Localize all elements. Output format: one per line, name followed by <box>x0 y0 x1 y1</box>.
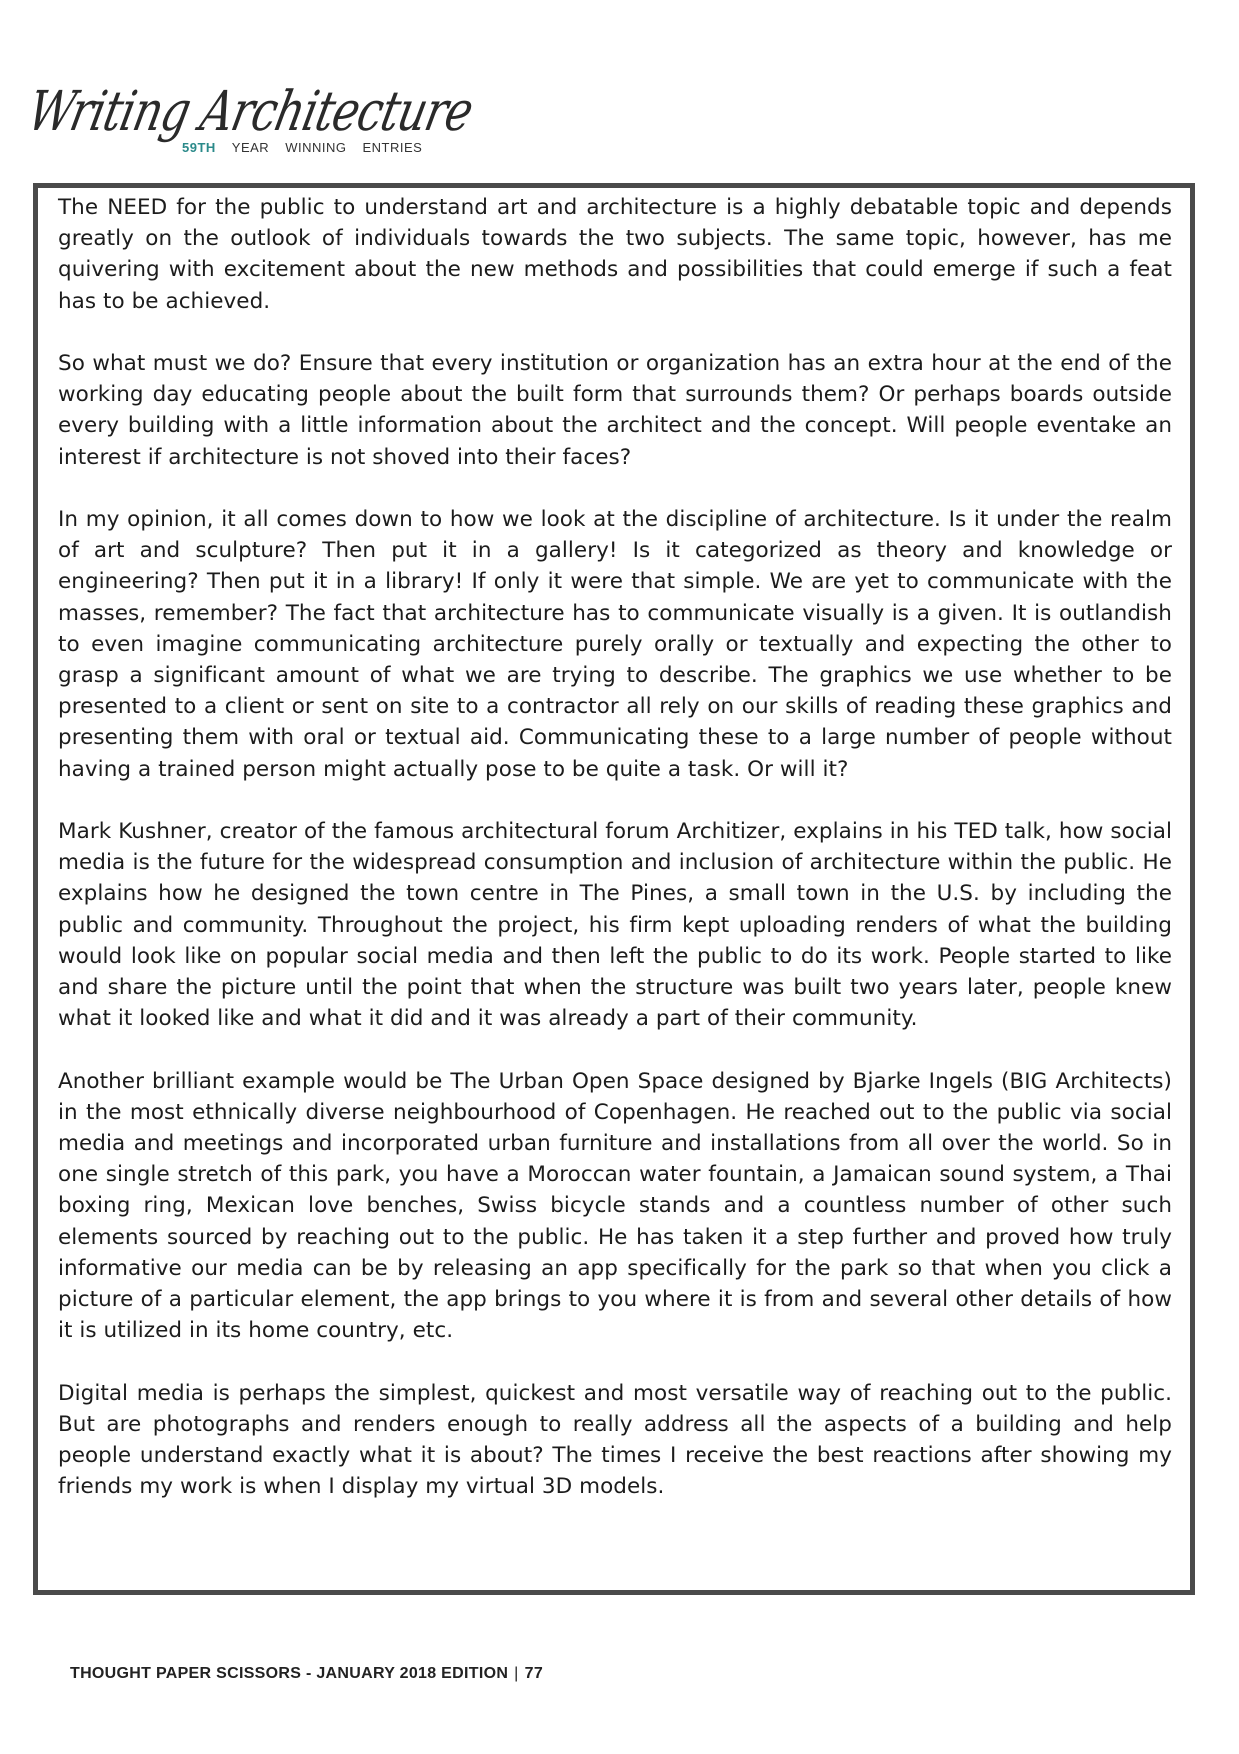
footer-separator: | <box>514 1665 519 1682</box>
winning-word: WINNING <box>285 140 347 155</box>
footer-publication: THOUGHT PAPER SCISSORS - JANUARY 2018 EDITION <box>70 1665 509 1682</box>
year-number: 59TH <box>182 140 216 155</box>
logo-script-title: Writing Architecture <box>22 80 478 144</box>
article-paragraph-6: Digital media is perhaps the simplest, quickest and most versatile way of reaching out to the public. But are photographs and renders enough to really address all the aspects of a building and help people understand exactly what it is about? The times I receive the best reactions after showing my friends my work is when I display my virtual 3D models. <box>58 1380 1172 1500</box>
article-paragraph-1: The NEED for the public to understand art and architecture is a highly debatable topic and depends greatly on the outlook of individuals towards the two subjects. The same topic, however, has me quivering with excitement about the new methods and possibilities that could emerge if such a feat has to be achieved. <box>58 195 1172 314</box>
article-paragraph-4: Mark Kushner, creator of the famous architectural forum Architizer, explains in his TED talk, how social media is the future for the widespread consumption and inclusion of architecture within the public. He explains how he designed the town centre in The Pines, a small town in the U.S. by including the public and community. Throughout the project, his firm kept uploading renders of what the building would look like on popular social media and then left the public to do its work. People started to like and share the picture until the point that when the structure was built two years later, people knew what it looked like and what it did and it was already a part of their community. <box>58 819 1172 1032</box>
page-number: 77 <box>524 1665 544 1682</box>
logo-subtitle <box>182 140 422 155</box>
article-paragraph-2: So what must we do? Ensure that every institution or organization has an extra hour at the end of the working day educating people about the built form that surrounds them? Or perhaps boards outside every building with a little information about the architect and the concept. Will people eventake an interest if architecture is not shoved into their faces? <box>58 351 1172 470</box>
entries-word: ENTRIES <box>362 140 423 155</box>
page-footer <box>70 1665 543 1683</box>
publication-logo <box>22 78 478 158</box>
year-word: YEAR <box>231 140 270 155</box>
article-paragraph-3: In my opinion, it all comes down to how we look at the discipline of architecture. Is it under the realm of art and sculpture? Then put it in a gallery! Is it categorized as theory and knowledge or engineering? Then put it in a library! If only it were that simple. We are yet to communicate with the masses, remember? The fact that architecture has to communicate visually is a given. It is outlandish to even imagine communicating architecture purely orally or textually and expecting the other to grasp a significant amount of what we are trying to describe. The graphics we use whether to be presented to a client or sent on site to a contractor all rely on our skills of reading these graphics and presenting them with oral or textual aid. Communicating these to a large number of people without having a trained person might actually pose to be quite a task. Or will it? <box>58 507 1172 782</box>
article-paragraph-5: Another brilliant example would be The Urban Open Space designed by Bjarke Ingels (BIG Architects) in the most ethnically diverse neighbourhood of Copenhagen. He reached out to the public via social media and meetings and incorporated urban furniture and installations from all over the world. So in one single stretch of this park, you have a Moroccan water fountain, a Jamaican sound system, a Thai boxing ring, Mexican love benches, Swiss bicycle stands and a countless number of other such elements sourced by reaching out to the public. He has taken it a step further and proved how truly informative our media can be by releasing an app specifically for the park so that when you click a picture of a particular element, the app brings to you where it is from and several other details of how it is utilized in its home country, etc. <box>58 1068 1172 1344</box>
article-body <box>58 192 1172 1502</box>
